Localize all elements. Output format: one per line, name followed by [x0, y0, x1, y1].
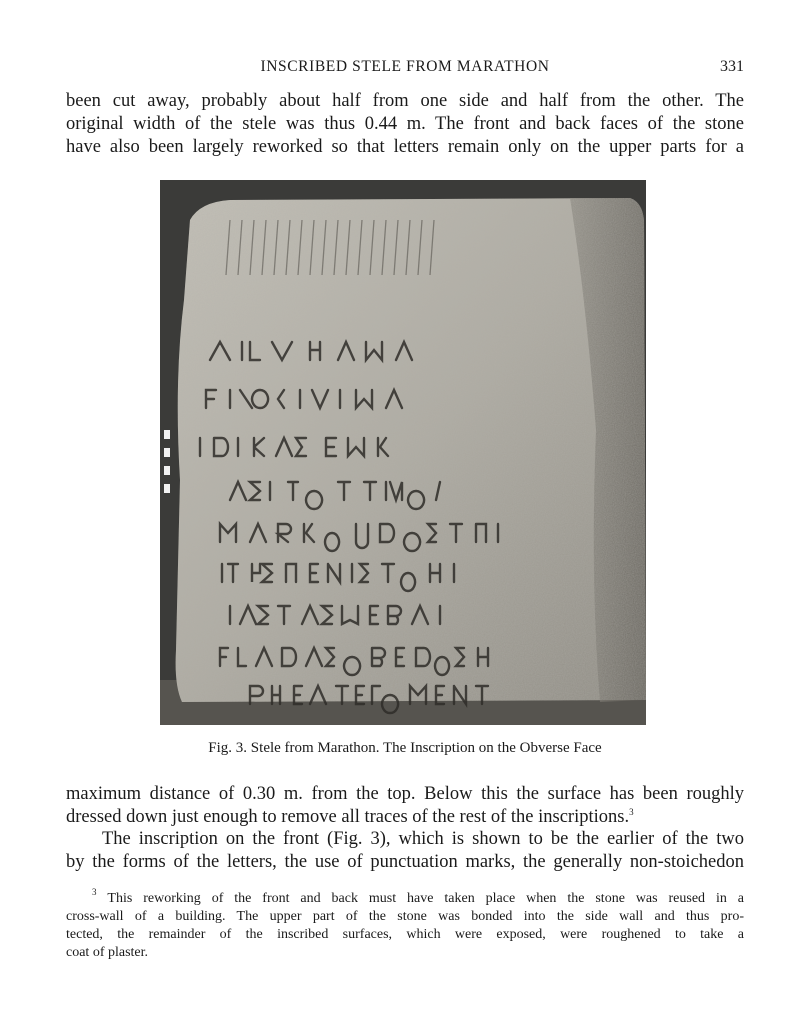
paragraph-2 — [66, 783, 744, 829]
running-head — [66, 56, 744, 80]
footnote-line: cross-wall of a building. The upper part of the stone was bonded into the side wall and thus pro- — [66, 909, 744, 924]
text-line: have also been largely reworked so that letters remain only on the upper parts for a — [66, 137, 744, 157]
footnote-line — [66, 887, 744, 908]
text-line: been cut away, probably about half from one side and half from the other. The — [66, 91, 744, 111]
figure-caption: Fig. 3. Stele from Marathon. The Inscription on the Obverse Face — [208, 740, 602, 756]
footnote-line: coat of plaster. — [66, 945, 149, 960]
text-line-content: dressed down just enough to remove all traces of the rest of the inscriptions. — [66, 807, 630, 827]
running-title: INSCRIBED STELE FROM MARATHON — [260, 58, 550, 75]
footnote-text: This reworking of the front and back must have taken place when the stone was reused in a — [107, 891, 744, 906]
stele-photograph — [160, 180, 646, 725]
text-line: The inscription on the front (Fig. 3), which is shown to be the earlier of the two — [102, 829, 744, 849]
footnote — [66, 887, 744, 962]
text-line: original width of the stele was thus 0.44 m. The front and back faces of the stone — [66, 114, 744, 134]
footnote-marker: 3 — [92, 887, 97, 897]
text-line: by the forms of the letters, the use of punctuation marks, the generally non-stoichedon — [66, 852, 744, 872]
text-line: maximum distance of 0.30 m. from the top. Below this the surface has been roughly — [66, 784, 744, 804]
footnote-reference[interactable]: 3 — [629, 807, 634, 817]
text-line — [66, 806, 744, 829]
paragraph-3 — [66, 828, 744, 874]
stele-photo-image — [160, 180, 646, 725]
footnote-line: tected, the remainder of the inscribed surfaces, which were exposed, were roughened to take a — [66, 927, 744, 942]
page-number: 331 — [720, 58, 744, 75]
paragraph-1 — [66, 90, 744, 159]
